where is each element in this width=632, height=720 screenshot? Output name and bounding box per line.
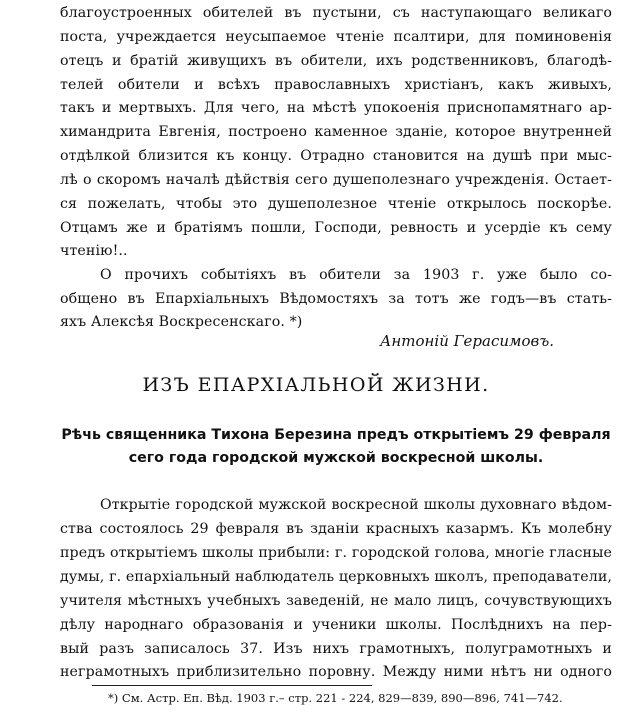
text-line: лѣ о скоромъ началѣ дѣйствія сего душеполезнаго учрежденія. Остает- bbox=[60, 172, 612, 188]
article-title-line: сего года городской мужской воскресной школы. bbox=[128, 450, 544, 466]
text-line: вый разъ записалось 37. Изъ нихъ грамотныхъ, полуграмотныхъ и bbox=[60, 641, 612, 657]
text-line: думы, г. епархіальный наблюдатель церковныхъ школъ, преподаватели, bbox=[60, 569, 612, 585]
text-line: предъ открытіемъ школы прибыли: г. городской голова, многіе гласные bbox=[60, 545, 612, 561]
author-signature: Антоній Герасимовъ. bbox=[380, 332, 554, 350]
text-line: ства состоялось 29 февраля въ зданіи красныхъ казармъ. Къ молебну bbox=[60, 521, 612, 537]
footnote-divider bbox=[92, 685, 372, 686]
text-line: такъ и мертвыхъ. Для чего, на мѣстѣ упокоенія приснопамятнаго ар- bbox=[60, 100, 612, 116]
text-line: благоустроенных обителей въ пустыни, съ наступающаго великаго bbox=[60, 5, 612, 21]
text-line: отдѣлкой близится къ концу. Отрадно становится на душѣ при мыс- bbox=[60, 148, 612, 164]
text-line: О прочихъ событіяхъ въ обители за 1903 г. уже было со- bbox=[100, 267, 612, 283]
text-line: Отцамъ же и братіямъ пошли, Господи, ревность и усердіе къ сему bbox=[60, 220, 612, 236]
text-line: неграмотныхъ приблизительно поровну. Между ними нѣтъ ни одного bbox=[60, 664, 612, 680]
text-line: химандрита Евгенія, построено каменное зданіе, которое внутренней bbox=[60, 124, 612, 140]
text-line: учителя мѣстныхъ учебныхъ заведеній, не мало лицъ, сочувствующихъ bbox=[60, 593, 612, 609]
text-line: чтенію!.. bbox=[60, 243, 128, 259]
section-heading: ИЗЪ ЕПАРХІАЛЬНОЙ ЖИЗНИ. bbox=[142, 374, 490, 396]
text-line: дѣлу народнаго образованія и ученики школы. Послѣднихъ на пер- bbox=[60, 617, 612, 633]
text-line: отецъ и братій живущихъ въ обители, ихъ родственниковъ, благодѣ- bbox=[60, 53, 612, 69]
text-line: телей обители и всѣхъ православныхъ христіанъ, какъ живыхъ, bbox=[60, 77, 612, 93]
article-title-line: Рѣчь священника Тихона Березина предъ открытіемъ 29 февраля bbox=[61, 427, 611, 443]
text-line: общено въ Епархіальныхъ Вѣдомостяхъ за тотъ же годъ—въ стать- bbox=[60, 291, 612, 307]
text-line: яхъ Алексѣя Воскресенскаго. *) bbox=[60, 314, 303, 330]
footnote: *) См. Астр. Еп. Вѣд. 1903 г.– стр. 221 - 224, 829—839, 890—896, 741—742. bbox=[108, 691, 563, 705]
text-line: поста, учреждается неусыпаемое чтеніе псалтири, для поминовенія bbox=[60, 29, 612, 45]
text-line: Открытіе городской мужской воскресной школы духовнаго вѣдом- bbox=[100, 497, 612, 513]
text-line: ся пожелать, чтобы это душеполезное чтеніе открылось поскорѣе. bbox=[60, 196, 612, 212]
